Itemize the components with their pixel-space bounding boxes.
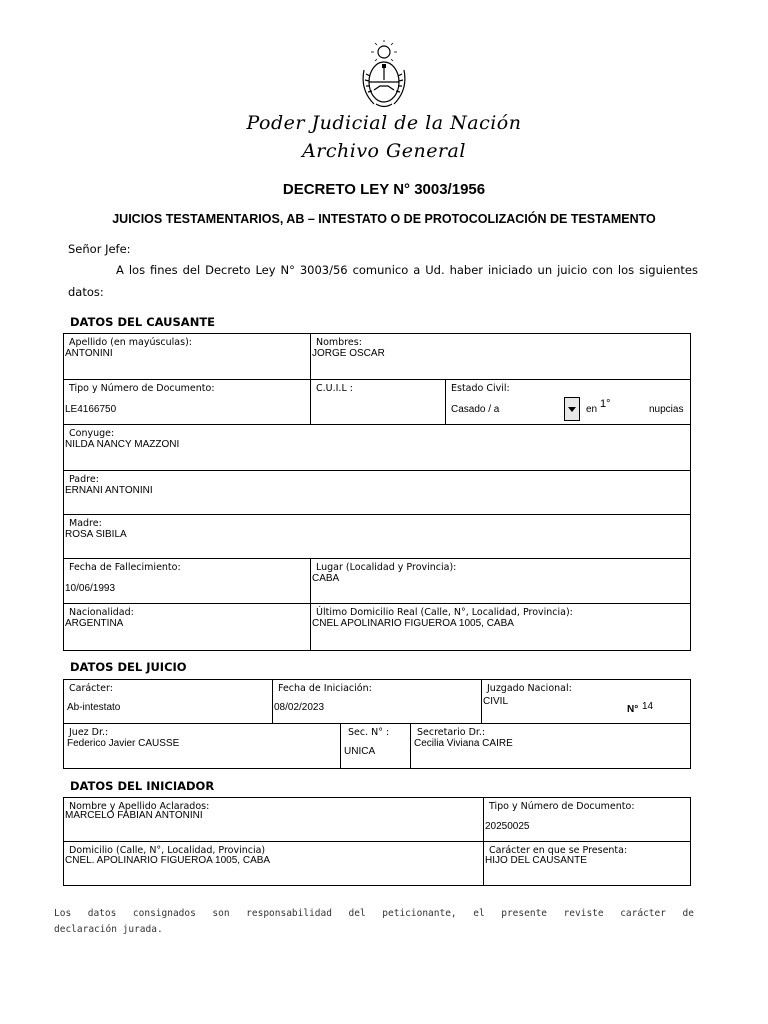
field-padre[interactable]: ERNANI ANTONINI [65, 485, 153, 496]
section-title-causante: DATOS DEL CAUSANTE [70, 315, 216, 329]
label-secretario: Secretario Dr.: [417, 727, 486, 738]
cell-iniciador-caracter [483, 841, 691, 886]
label-en: en [586, 404, 598, 415]
chevron-down-icon [568, 407, 576, 412]
field-fecha-iniciacion[interactable]: 08/02/2023 [274, 702, 325, 713]
intro-paragraph-line2: datos: [68, 285, 104, 299]
cell-nacionalidad [63, 603, 311, 651]
cell-lugar [310, 558, 691, 604]
label-padre: Padre: [69, 474, 99, 485]
label-cuil: C.U.I.L : [316, 383, 353, 394]
label-iniciador-caracter: Carácter en que se Presenta: [489, 845, 628, 856]
field-iniciador-documento[interactable]: 20250025 [485, 821, 530, 832]
footer-disclaimer-line1: Los datos consignados son responsabilidad del peticionante, el presente reviste carácter de [54, 908, 694, 919]
field-nombres[interactable]: JORGE OSCAR [312, 348, 385, 359]
document-title: DECRETO LEY N° 3003/1956 [282, 181, 486, 198]
field-caracter[interactable]: Ab-intestato [67, 702, 121, 713]
cell-fecha-fallecimiento [63, 558, 311, 604]
document-subtitle: JUICIOS TESTAMENTARIOS, AB – INTESTATO O DE PROTOCOLIZACIÓN DE TESTAMENTO [112, 212, 656, 226]
label-caracter: Carácter: [69, 683, 113, 694]
label-juez: Juez Dr.: [69, 727, 109, 738]
cell-iniciador-documento [483, 797, 691, 842]
archive-name: Archivo General [302, 140, 466, 162]
field-lugar[interactable]: CABA [312, 573, 340, 584]
cell-nombres [310, 333, 691, 380]
cell-iniciador-nombre [63, 797, 484, 842]
label-iniciador-documento: Tipo y Número de Documento: [489, 801, 635, 812]
label-documento: Tipo y Número de Documento: [69, 383, 215, 394]
field-iniciador-nombre[interactable]: MARCELO FABIAN ANTONINI [65, 810, 203, 821]
cell-madre [63, 514, 691, 559]
label-nombres: Nombres: [316, 337, 362, 348]
field-iniciador-domicilio[interactable]: CNEL. APOLINARIO FIGUEROA 1005, CABA [65, 855, 271, 866]
cell-conyuge [63, 424, 691, 471]
cell-caracter [63, 679, 273, 724]
label-nacionalidad: Nacionalidad: [69, 607, 134, 618]
label-nupcias: nupcias [649, 404, 684, 415]
cell-apellido [63, 333, 311, 380]
field-juzgado-nro[interactable]: 14 [642, 701, 654, 712]
cell-fecha-iniciacion [272, 679, 482, 724]
label-apellido: Apellido (en mayúsculas): [69, 337, 192, 348]
footer-disclaimer-line2: declaración jurada. [54, 924, 163, 935]
cell-sec [340, 723, 411, 769]
cell-padre [63, 470, 691, 515]
label-iniciador-domicilio: Domicilio (Calle, N°, Localidad, Provincia) [69, 845, 266, 856]
label-conyuge: Conyuge: [69, 428, 115, 439]
cell-juzgado [481, 679, 691, 724]
estado-civil-dropdown-button[interactable] [564, 397, 580, 421]
cell-documento [63, 379, 311, 425]
cell-iniciador-domicilio [63, 841, 484, 886]
label-fecha-fallecimiento: Fecha de Fallecimiento: [69, 562, 181, 573]
field-fecha-fallecimiento[interactable]: 10/06/1993 [65, 583, 116, 594]
argentina-coat-of-arms-icon [360, 40, 408, 110]
field-madre[interactable]: ROSA SIBILA [65, 529, 127, 540]
label-domicilio: Último Domicilio Real (Calle, N°, Localidad, Provincia): [316, 607, 573, 618]
section-title-juicio: DATOS DEL JUICIO [70, 660, 187, 674]
field-documento[interactable]: LE4166750 [65, 404, 117, 415]
field-juez[interactable]: Federico Javier CAUSSE [67, 738, 180, 749]
label-lugar: Lugar (Localidad y Provincia): [316, 562, 457, 573]
field-sec[interactable]: UNICA [344, 746, 376, 757]
label-madre: Madre: [69, 518, 102, 529]
label-iniciador-nombre: Nombre y Apellido Aclarados: [69, 801, 210, 812]
field-conyuge[interactable]: NILDA NANCY MAZZONI [65, 439, 180, 450]
cell-domicilio [310, 603, 691, 651]
field-domicilio[interactable]: CNEL APOLINARIO FIGUEROA 1005, CABA [312, 618, 514, 629]
label-juzgado: Juzgado Nacional: [487, 683, 572, 694]
cell-cuil [310, 379, 446, 425]
field-secretario[interactable]: Cecilia Viviana CAIRE [414, 738, 513, 749]
cell-secretario [410, 723, 691, 769]
field-nacionalidad[interactable]: ARGENTINA [65, 618, 124, 629]
section-title-iniciador: DATOS DEL INICIADOR [70, 779, 215, 793]
label-juzgado-nro: N° [627, 704, 639, 715]
label-estado-civil: Estado Civil: [451, 383, 510, 394]
intro-paragraph-line1: A los fines del Decreto Ley N° 3003/56 comunico a Ud. haber iniciado un juicio con los siguientes [116, 263, 698, 277]
field-apellido[interactable]: ANTONINI [65, 348, 113, 359]
field-juzgado[interactable]: CIVIL [483, 696, 509, 707]
field-iniciador-caracter[interactable]: HIJO DEL CAUSANTE [485, 855, 587, 866]
field-nupcias-number[interactable]: 1° [600, 398, 611, 410]
label-sec: Sec. N° : [348, 727, 390, 738]
institution-name: Poder Judicial de la Nación [246, 112, 522, 134]
salutation: Señor Jefe: [68, 242, 131, 256]
label-fecha-iniciacion: Fecha de Iniciación: [278, 683, 372, 694]
select-estado-civil[interactable]: Casado / a [451, 404, 500, 415]
cell-juez [63, 723, 341, 769]
